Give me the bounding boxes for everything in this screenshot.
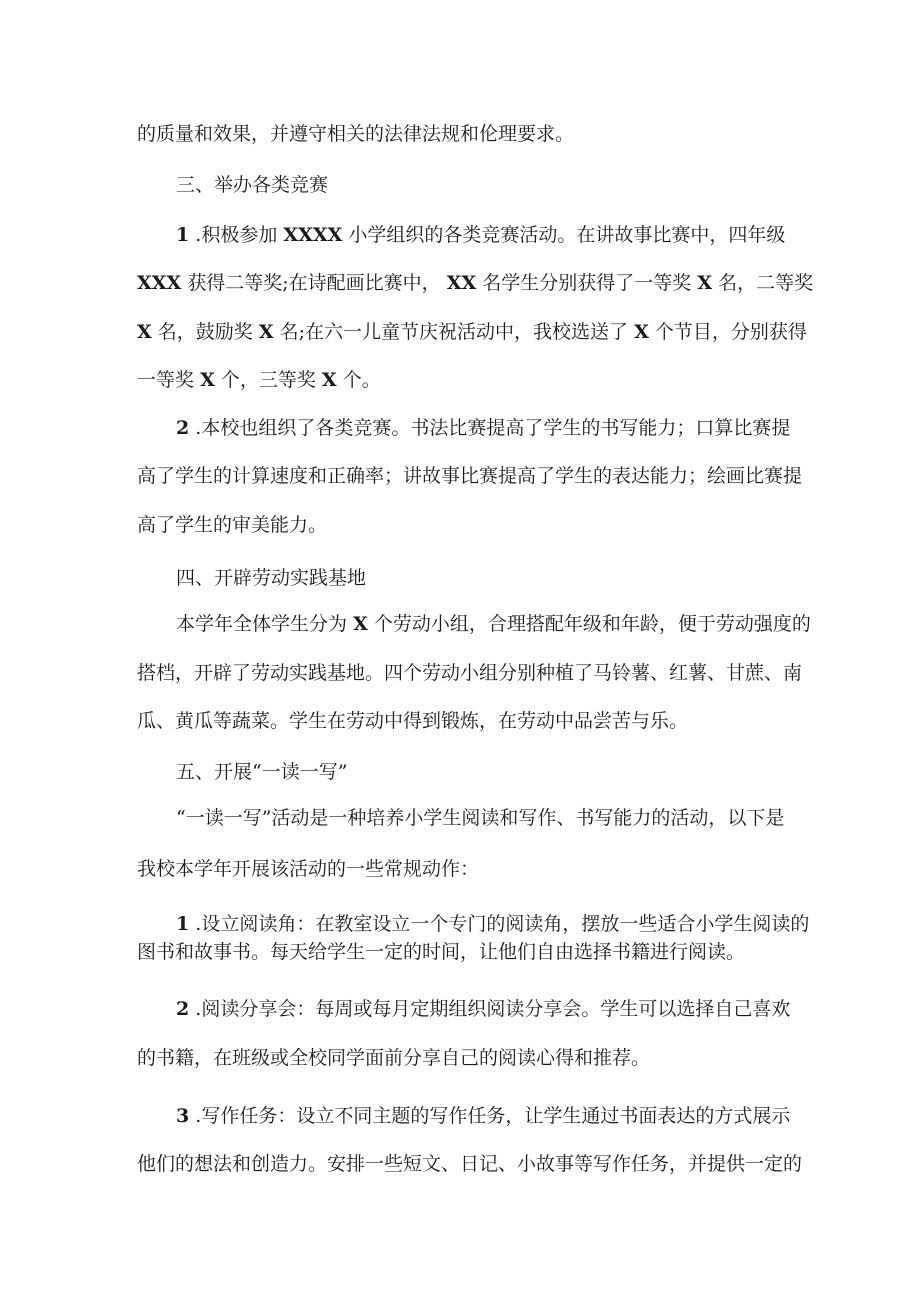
paragraph-line: 高了学生的审美能力。 [137, 514, 328, 536]
paragraph-line: 搭档，开辟了劳动实践基地。四个劳动小组分别种植了马铃薯、红薯、甘蔗、南 [137, 662, 803, 684]
paragraph-line: 他们的想法和创造力。安排一些短文、日记、小故事等写作任务，并提供一定的 [137, 1153, 803, 1175]
paragraph-line: 一等奖 X 个，三等奖 X 个。 [137, 369, 381, 391]
paragraph-line: 瓜、黄瓜等蔬菜。学生在劳动中得到锻炼，在劳动中品尝苦与乐。 [137, 710, 689, 732]
paragraph-line: 本学年全体学生分为 X 个劳动小组，合理搭配年级和年龄，便于劳动强度的 [176, 613, 811, 635]
section-heading: 四、开辟劳动实践基地 [176, 567, 367, 589]
paragraph-line: 2 .本校也组织了各类竞赛。书法比赛提高了学生的书写能力；口算比赛提 [176, 417, 791, 439]
paragraph-line: 3 .写作任务：设立不同主题的写作任务，让学生通过书面表达的方式展示 [176, 1105, 791, 1127]
paragraph-line: 我校本学年开展该活动的一些常规动作： [137, 858, 480, 880]
paragraph-line: “一读一写”活动是一种培养小学生阅读和写作、书写能力的活动，以下是 [176, 807, 785, 829]
paragraph-line: X 名，鼓励奖 X 名;在六一儿童节庆祝活动中，我校选送了 X 个节目，分别获得 [137, 321, 807, 343]
paragraph-line: 的质量和效果，并遵守相关的法律法规和伦理要求。 [137, 123, 575, 145]
section-heading: 三、举办各类竞赛 [176, 174, 329, 196]
paragraph-line: 2 .阅读分享会：每周或每月定期组织阅读分享会。学生可以选择自己喜欢 [176, 998, 791, 1020]
section-heading: 五、开展“一读一写” [176, 761, 348, 783]
paragraph-line: 1 .设立阅读角：在教室设立一个专门的阅读角，摆放一些适合小学生阅读的 [176, 913, 810, 935]
paragraph-line: 1 .积极参加 XXXX 小学组织的各类竞赛活动。在讲故事比赛中，四年级 [176, 224, 786, 246]
paragraph-line: 高了学生的计算速度和正确率；讲故事比赛提高了学生的表达能力；绘画比赛提 [137, 465, 803, 487]
paragraph-line: 图书和故事书。每天给学生一定的时间，让他们自由选择书籍进行阅读。 [137, 941, 746, 963]
paragraph-line: 的书籍，在班级或全校同学面前分享自己的阅读心得和推荐。 [137, 1047, 651, 1069]
paragraph-line: XXX 获得二等奖;在诗配画比赛中， XX 名学生分别获得了一等奖 X 名，二等奖 [137, 272, 814, 294]
